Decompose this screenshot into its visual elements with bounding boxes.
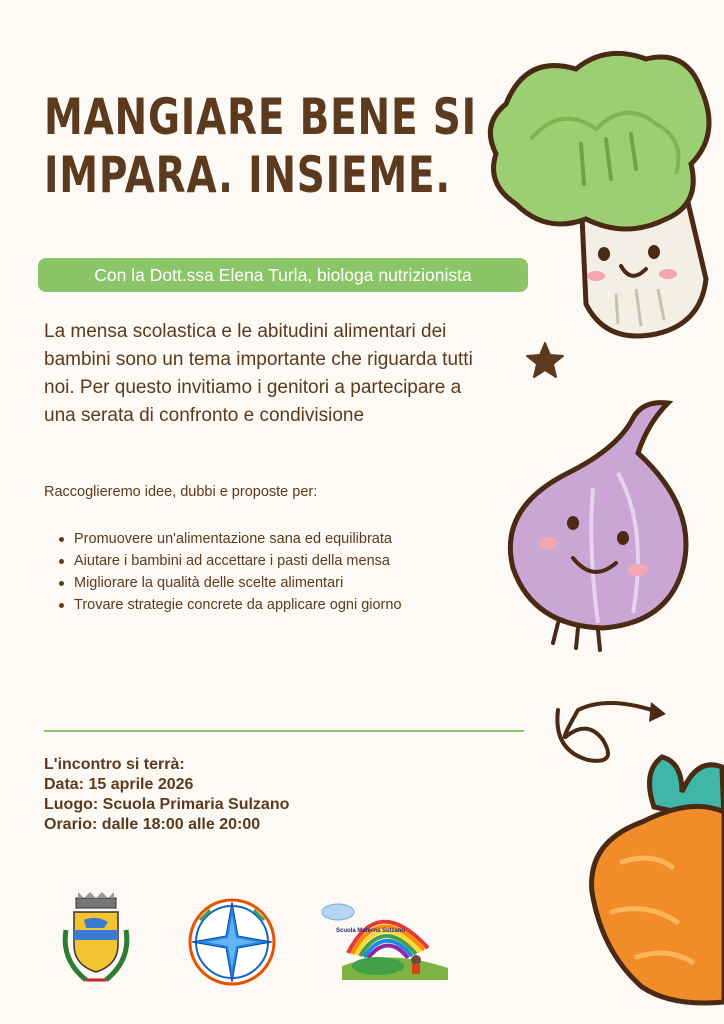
star-icon bbox=[524, 340, 566, 380]
school-logo-caption: Scuola Materna Sulzano bbox=[336, 928, 406, 934]
carrot-illustration bbox=[582, 752, 724, 1007]
onion-illustration bbox=[498, 398, 698, 658]
list-item: Promuovere un'alimentazione sana ed equilibrata bbox=[74, 528, 404, 550]
compass-logo bbox=[186, 896, 278, 988]
event-place: Luogo: Scuola Primaria Sulzano bbox=[44, 796, 290, 813]
event-date: Data: 15 aprile 2026 bbox=[44, 776, 194, 793]
event-heading: L'incontro si terrà: bbox=[44, 756, 185, 773]
goals-lead: Raccoglieremo idee, dubbi e proposte per: bbox=[44, 484, 318, 500]
event-time: Orario: dalle 18:00 alle 20:00 bbox=[44, 816, 261, 833]
goals-list bbox=[74, 528, 404, 616]
intro-paragraph: La mensa scolastica e le abitudini alimentari dei bambini sono un tema importante che riguarda tutti noi. Per questo invitiamo i genitori a partecipare a una serata di confronto e condivisione bbox=[44, 321, 473, 426]
list-item: Trovare strategie concrete da applicare ogni giorno bbox=[74, 594, 404, 616]
list-item: Aiutare i bambini ad accettare i pasti della mensa bbox=[74, 550, 404, 572]
speaker-banner: Con la Dott.ssa Elena Turla, biologa nutrizionista bbox=[38, 258, 528, 292]
school-rainbow-logo bbox=[318, 898, 454, 982]
list-item: Migliorare la qualità delle scelte alimentari bbox=[74, 572, 404, 594]
municipality-crest-logo bbox=[56, 890, 136, 990]
event-details bbox=[44, 755, 404, 835]
lettuce-illustration bbox=[486, 44, 716, 344]
divider bbox=[44, 730, 524, 732]
page-title bbox=[44, 88, 477, 204]
title-line-2: IMPARA. INSIEME. bbox=[44, 146, 451, 204]
title-line-1: MANGIARE BENE SI bbox=[44, 88, 477, 146]
